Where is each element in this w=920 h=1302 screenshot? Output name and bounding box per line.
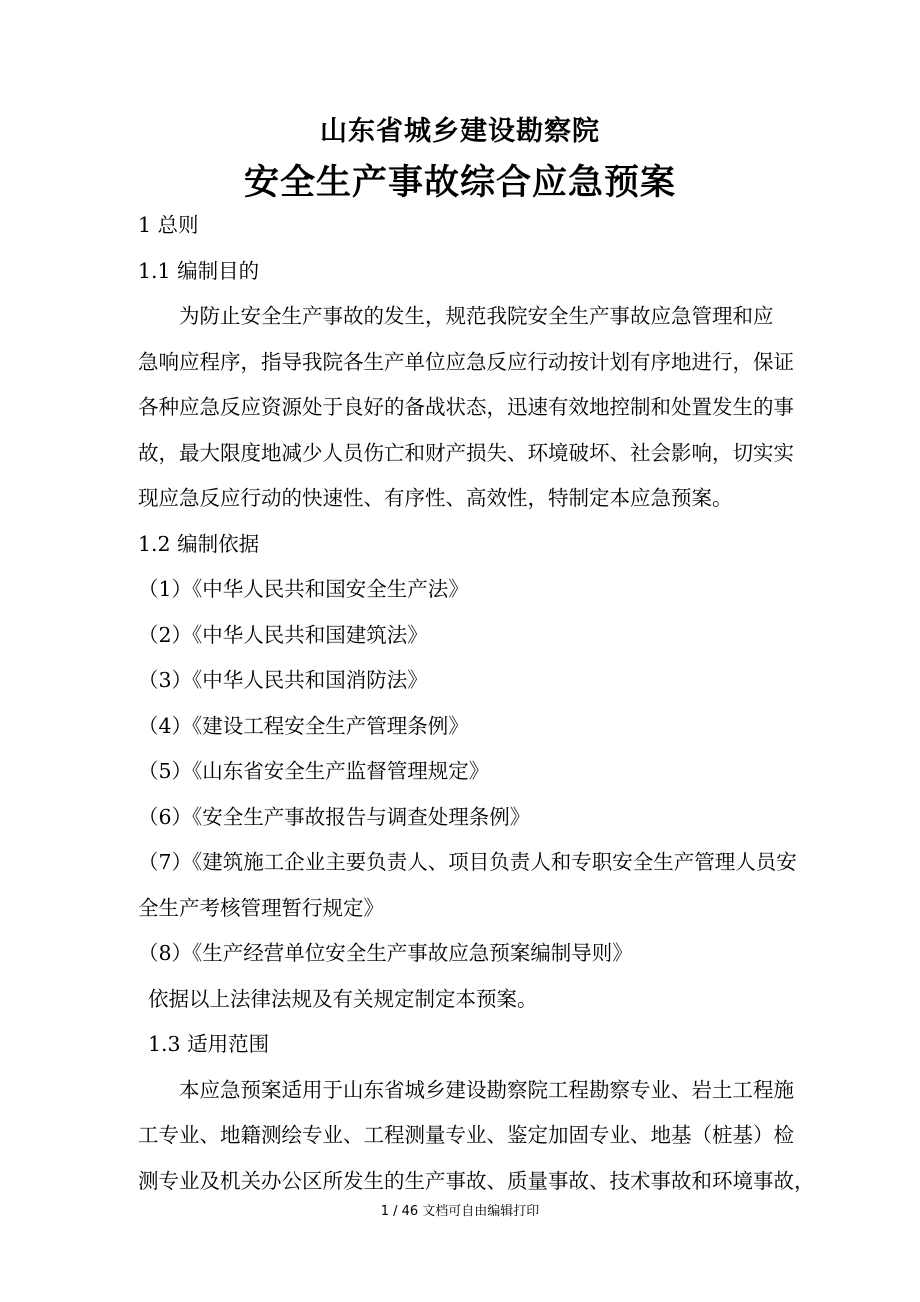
subsection-heading: 1.2 编制依据 xyxy=(138,531,260,556)
paragraph-line: 现应急反应行动的快速性、有序性、高效性，特制定本应急预案。 xyxy=(138,486,733,510)
list-item: （4）《建设工程安全生产管理条例》 xyxy=(138,713,469,738)
document-title-main: 安全生产事故综合应急预案 xyxy=(243,162,676,203)
section-heading: 1 总则 xyxy=(138,213,199,237)
list-item: （1）《中华人民共和国安全生产法》 xyxy=(138,577,469,601)
paragraph-line: 急响应程序，指导我院各生产单位应急反应行动按计划有序地进行，保证 xyxy=(138,349,794,374)
subsection-heading: 1.3 适用范围 xyxy=(148,1032,270,1056)
list-item: （7）《建筑施工企业主要负责人、项目负责人和专职安全生产管理人员安 xyxy=(138,850,797,874)
document-body xyxy=(138,203,815,1204)
paragraph-line: 测专业及机关办公区所发生的生产事故、质量事故、技术事故和环境事故， xyxy=(138,1168,815,1193)
list-item: （2）《中华人民共和国建筑法》 xyxy=(138,622,428,647)
paragraph-line: 依据以上法律法规及有关规定制定本预案。 xyxy=(148,986,538,1011)
paragraph-line: 故，最大限度地减少人员伤亡和财产损失、环境破坏、社会影响，切实实 xyxy=(138,440,794,465)
list-item: （3）《中华人民共和国消防法》 xyxy=(138,668,428,692)
paragraph-line: 各种应急反应资源处于良好的备战状态，迅速有效地控制和处置发生的事 xyxy=(138,395,794,419)
paragraph-line: 工专业、地籍测绘专业、工程测量专业、鉴定加固专业、地基（桩基）检 xyxy=(138,1123,794,1147)
paragraph-line: 本应急预案适用于山东省城乡建设勘察院工程勘察专业、岩土工程施 xyxy=(179,1077,794,1102)
document-title-organization: 山东省城乡建设勘察院 xyxy=(320,116,600,147)
list-item: （6）《安全生产事故报告与调查处理条例》 xyxy=(138,804,531,829)
paragraph-line: 为防止安全生产事故的发生，规范我院安全生产事故应急管理和应 xyxy=(179,304,774,328)
list-item: （5）《山东省安全生产监督管理规定》 xyxy=(138,759,490,783)
list-item-continuation: 全生产考核管理暂行规定》 xyxy=(138,895,384,920)
page-footer: 1 / 46 文档可自由编辑打印 xyxy=(380,1204,540,1219)
list-item: （8）《生产经营单位安全生产事故应急预案编制导则》 xyxy=(138,941,633,965)
subsection-heading: 1.1 编制目的 xyxy=(138,258,260,283)
